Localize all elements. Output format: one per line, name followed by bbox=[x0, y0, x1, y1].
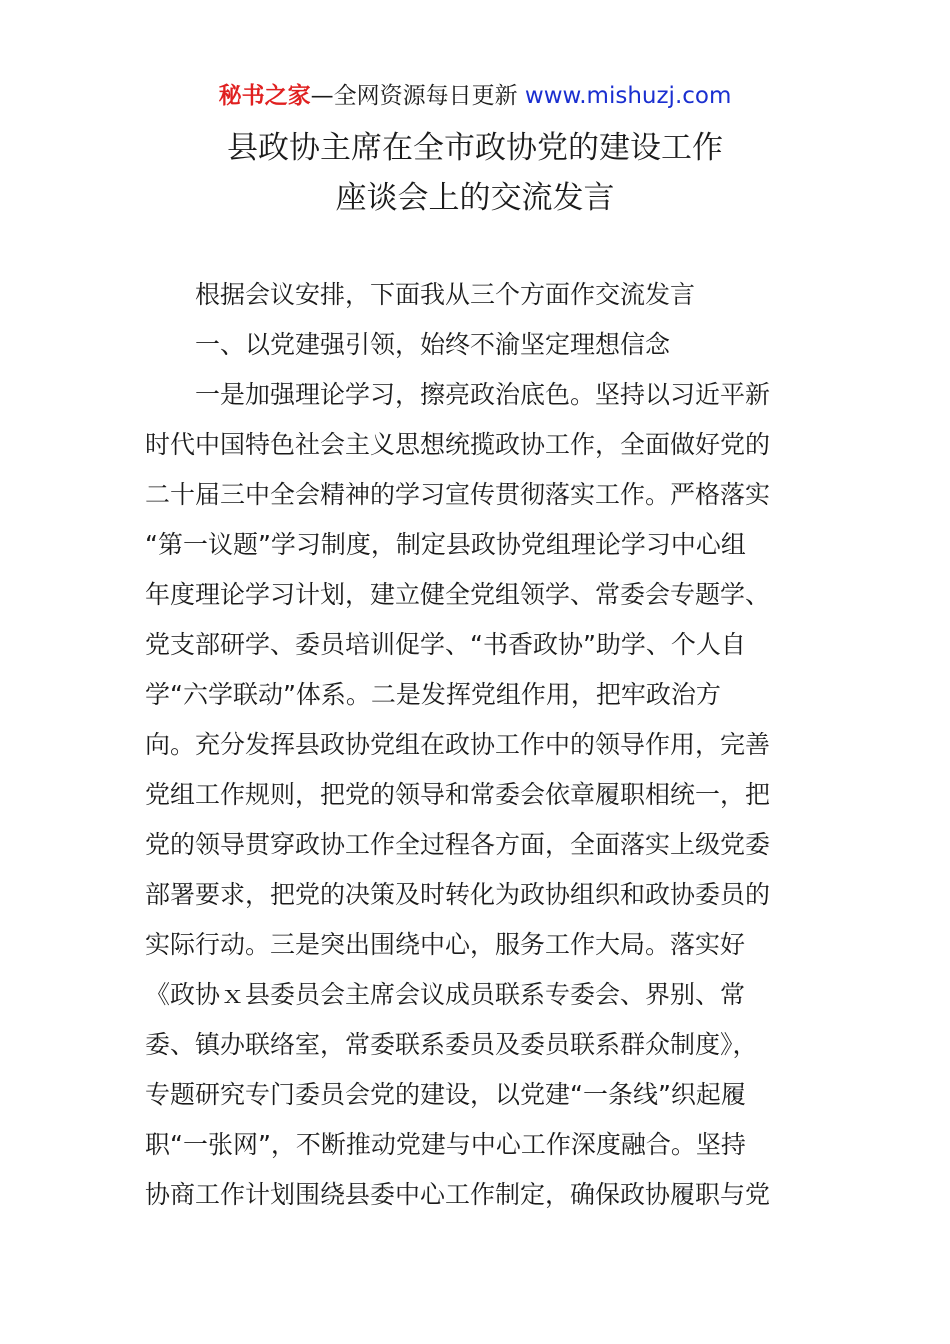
paragraph-line: 党支部研学、委员培训促学、“书香政协”助学、个人自 bbox=[145, 630, 746, 659]
site-tagline: —全网资源每日更新 bbox=[310, 83, 518, 109]
section-heading: 一、以党建强引领，始终不渝坚定理想信念 bbox=[195, 330, 671, 359]
paragraph-line: 实际行动。三是突出围绕中心，服务工作大局。落实好 bbox=[145, 930, 746, 959]
document-title-line-1: 县政协主席在全市政协党的建设工作 bbox=[227, 130, 723, 166]
paragraph-line: 学“六学联动”体系。二是发挥党组作用，把牢政治方 bbox=[145, 680, 721, 709]
paragraph-line: 协商工作计划围绕县委中心工作制定，确保政协履职与党 bbox=[145, 1180, 771, 1209]
paragraph-line: 二十届三中全会精神的学习宣传贯彻落实工作。严格落实 bbox=[145, 480, 771, 509]
paragraph-line: 专题研究专门委员会党的建设，以党建“一条线”织起履 bbox=[145, 1080, 746, 1109]
paragraph-line: 部署要求，把党的决策及时转化为政协组织和政协委员的 bbox=[145, 880, 771, 909]
paragraph-line: 年度理论学习计划，建立健全党组领学、常委会专题学、 bbox=[145, 580, 771, 609]
site-header bbox=[0, 80, 950, 112]
paragraph-line: 一是加强理论学习，擦亮政治底色。坚持以习近平新 bbox=[195, 380, 771, 409]
site-brand: 秘书之家 bbox=[218, 83, 311, 109]
paragraph-line: 党组工作规则，把党的领导和常委会依章履职相统一，把 bbox=[145, 780, 771, 809]
paragraph-line: 《政协ｘ县委员会主席会议成员联系专委会、界别、常 bbox=[145, 980, 746, 1009]
site-url-link[interactable]: www.mishuzj.com bbox=[524, 83, 732, 109]
paragraph-line: 时代中国特色社会主义思想统揽政协工作，全面做好党的 bbox=[145, 430, 771, 459]
paragraph-line: 委、镇办联络室，常委联系委员及委员联系群众制度》， bbox=[145, 1030, 758, 1059]
document-body bbox=[145, 270, 810, 1220]
paragraph-line: 职“一张网”，不断推动党建与中心工作深度融合。坚持 bbox=[145, 1130, 746, 1159]
paragraph-line: 党的领导贯穿政协工作全过程各方面，全面落实上级党委 bbox=[145, 830, 771, 859]
intro-paragraph: 根据会议安排，下面我从三个方面作交流发言 bbox=[195, 280, 696, 309]
paragraph-line: 向。充分发挥县政协党组在政协工作中的领导作用，完善 bbox=[145, 730, 771, 759]
document-title-line-2: 座谈会上的交流发言 bbox=[335, 180, 615, 216]
paragraph-line: “第一议题”学习制度，制定县政协党组理论学习中心组 bbox=[145, 530, 746, 559]
